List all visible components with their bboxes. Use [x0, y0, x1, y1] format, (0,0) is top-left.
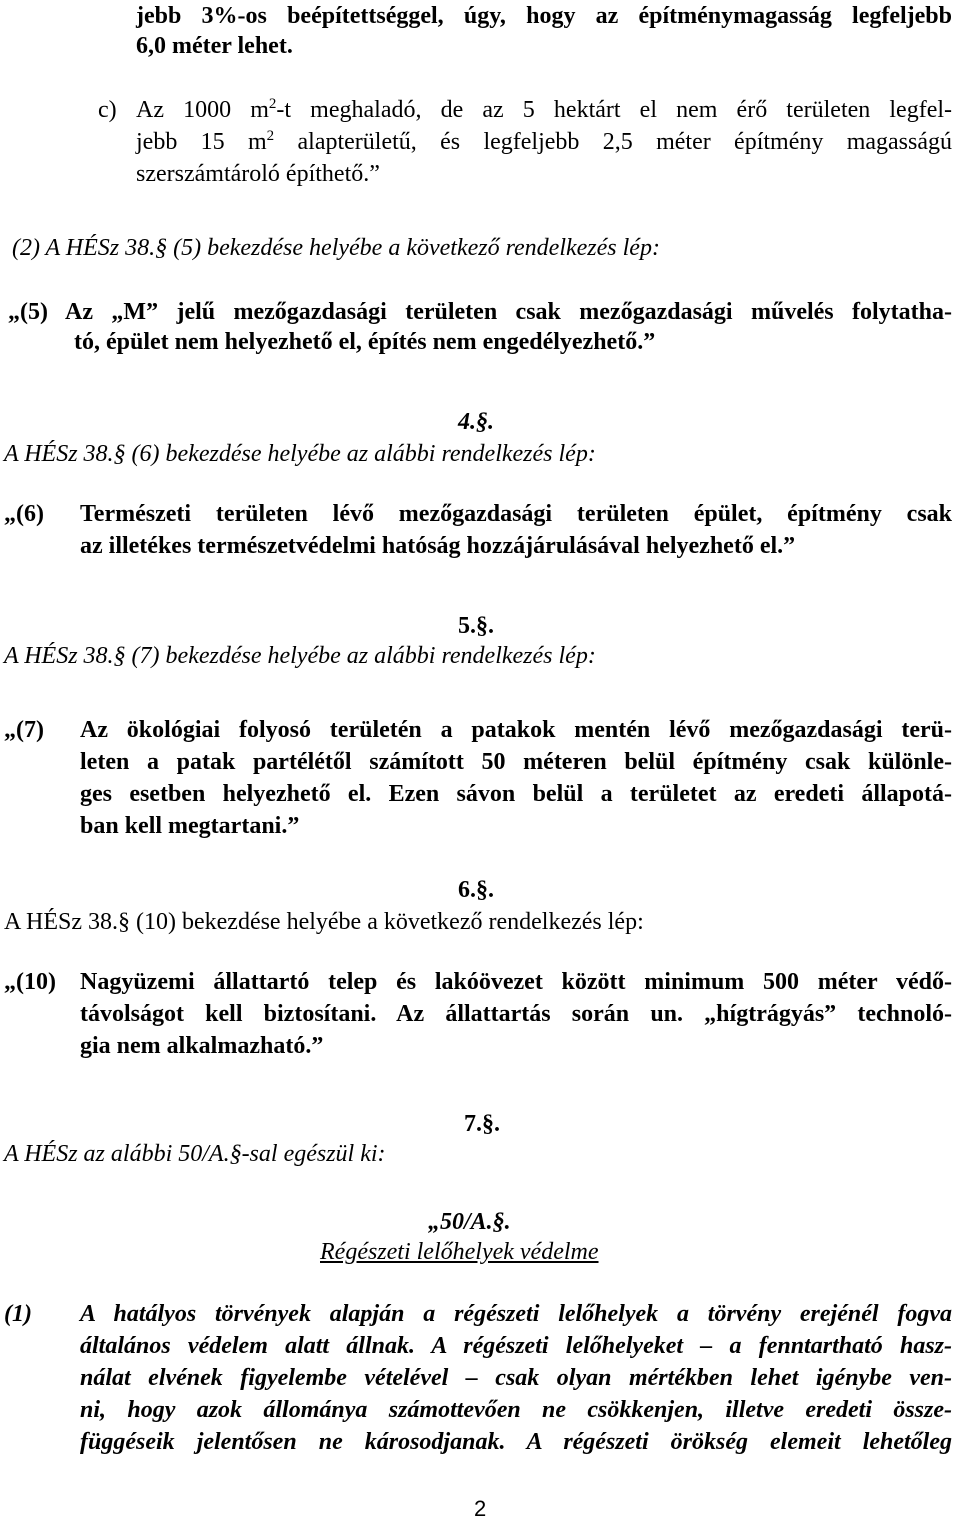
section-number: 7.§. — [464, 1111, 500, 1137]
paragraph-line: jebb 15 $m^2$ alapterületű, és legfeljebb 2,5 méter építmény magasságú — [136, 128, 952, 155]
quote-line: az illetékes természetvédelmi hatóság hozzájárulásával helyezhető el.” — [80, 533, 796, 559]
quote-label: „(7) — [4, 717, 44, 743]
section-number: „50/A.§. — [428, 1209, 511, 1235]
paragraph-line: szerszámtároló építhető.” — [136, 161, 380, 187]
section-heading: A HÉSz 38.§ (10) bekezdése helyébe a következő rendelkezés lép: — [4, 909, 644, 935]
quote-line: Természeti területen lévő mezőgazdasági területen épület, építmény csak — [80, 501, 952, 527]
quote-line: Nagyüzemi állattartó telep és lakóövezet között minimum 500 méter védő- — [80, 969, 952, 995]
quote-line: gia nem alkalmazható.” — [80, 1033, 324, 1059]
item-label: c) — [98, 97, 117, 123]
section-title: Régészeti lelőhelyek védelme — [320, 1239, 599, 1265]
section-heading: A HÉSz az alábbi 50/A.§-sal egészül ki: — [4, 1141, 386, 1167]
quote-line: Az ökológiai folyosó területén a patakok mentén lévő mezőgazdasági terü- — [80, 717, 952, 743]
paragraph-line: függéseik jelentősen ne károsodjanak. A régészeti örökség elemeit lehetőleg — [80, 1429, 952, 1455]
paragraph-line: nálat elvének figyelembe vételével – csak olyan mértékben lehet igénybe ven- — [80, 1365, 952, 1391]
paragraph-line: Az 1000 $m^2-t$ meghaladó, de az 5 hektárt el nem érő területen legfel- — [136, 96, 953, 123]
quote-label: „(10) — [4, 969, 56, 995]
quote-line: ban kell megtartani.” — [80, 813, 300, 839]
section-heading: A HÉSz 38.§ (6) bekezdése helyébe az alábbi rendelkezés lép: — [4, 441, 596, 467]
quote-label: „(6) — [4, 501, 44, 527]
paragraph-line: A hatályos törvények alapján a régészeti lelőhelyek a törvény erejénél fogva — [80, 1301, 952, 1327]
paragraph-line: általános védelem alatt állnak. A régészeti lelőhelyeket – a fenntartható hasz- — [80, 1333, 952, 1359]
paragraph-line: 6,0 méter lehet. — [136, 33, 293, 59]
section-number: 4.§. — [458, 409, 494, 435]
quote-line: leten a patak partélétől számított 50 méteren belül építmény csak különle- — [80, 749, 952, 775]
quote-line: ges esetben helyezhető el. Ezen sávon belül a területet az eredeti állapotá- — [80, 781, 952, 807]
quote-line: tó, épület nem helyezhető el, építés nem engedélyezhető.” — [74, 329, 656, 355]
section-number: 6.§. — [458, 877, 494, 903]
paragraph-line: ni, hogy azok állománya számottevően ne csökkenjen, illetve eredeti össze- — [80, 1397, 952, 1423]
quote-line: távolságot kell biztosítani. Az állattartás során un. „hígtrágyás” technoló- — [80, 1001, 952, 1027]
section-heading: (2) A HÉSz 38.§ (5) bekezdése helyébe a következő rendelkezés lép: — [12, 235, 660, 261]
section-heading: A HÉSz 38.§ (7) bekezdése helyébe az alábbi rendelkezés lép: — [4, 643, 596, 669]
paragraph-line: jebb 3%-os beépítettséggel, úgy, hogy az építménymagasság legfeljebb — [136, 3, 952, 29]
section-number: 5.§. — [458, 613, 494, 639]
paragraph-label: (1) — [4, 1301, 32, 1327]
page-number: 2 — [474, 1496, 487, 1521]
quote-line: „(5) Az „M” jelű mezőgazdasági területen csak mezőgazdasági művelés folytatha- — [8, 299, 952, 325]
